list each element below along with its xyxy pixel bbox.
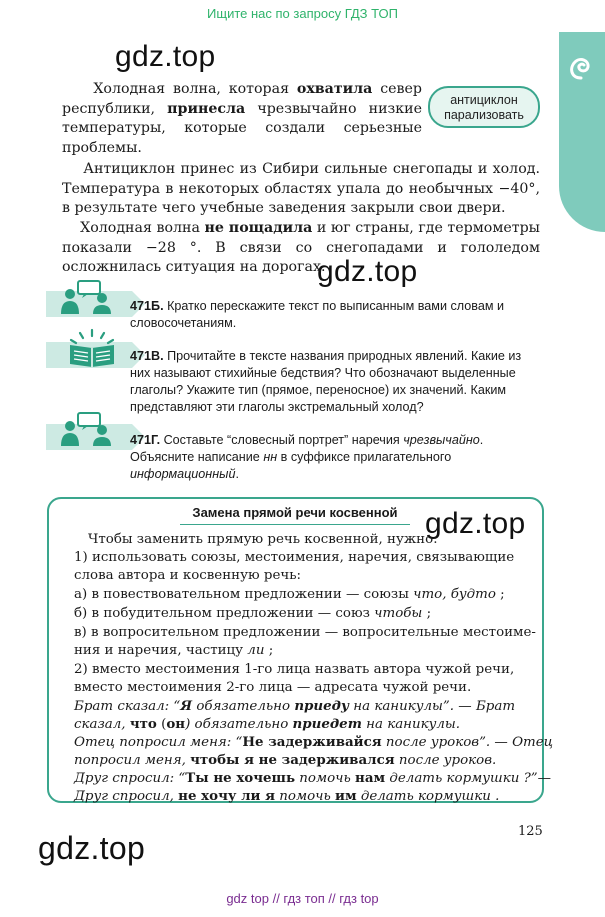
- task-number: 471Б.: [130, 299, 164, 313]
- dialogue-icon: [58, 412, 114, 448]
- swirl-icon: [565, 50, 597, 82]
- task-471g: 471Г. Составьте “словесный портрет” наречия чрезвычайно. Объясните написание нн в суффиксе прилагательного информационный.: [130, 433, 484, 481]
- rule-line: Чтобы заменить прямую речь косвенной, нужно:: [88, 532, 438, 547]
- footer-links[interactable]: gdz top // гдз топ // гдз top: [226, 891, 379, 906]
- rule-line: 2) вместо местоимения 1-го лица назвать автора чужой речи,: [74, 662, 515, 677]
- example-line: Отец попросил меня: “Не задерживайся после уроков”. — Отец: [74, 734, 554, 750]
- text-paragraph: Холодная волна, которая охватила север республики, принесла чрезвычайно низкие температуры, которые создали серьезные проблемы.: [62, 81, 422, 156]
- task-number: 471Г.: [130, 433, 161, 447]
- top-banner[interactable]: Ищите нас по запросу ГДЗ ТОП: [207, 6, 398, 21]
- example-line: попросил меня, чтобы я не задерживался после уроков.: [74, 752, 497, 768]
- rule-title-underline: [180, 524, 410, 525]
- vocab-word: парализовать: [444, 108, 524, 122]
- page-number: 125: [518, 824, 543, 839]
- example-line: Брат сказал: “Я обязательно приеду на каникулы”. — Брат: [74, 698, 516, 714]
- rule-line: слова автора и косвенную речь:: [74, 568, 302, 583]
- watermark: gdz.top: [115, 40, 216, 73]
- rule-line: 1) использовать союзы, местоимения, наречия, связывающие: [74, 550, 515, 565]
- text-paragraph: Антициклон принес из Сибири сильные снегопады и холод. Температура в некоторых областях упала до необычных −40°, в результате чего учебные заведения закрыли свои двери.: [62, 161, 540, 216]
- task-number: 471В.: [130, 349, 164, 363]
- dialogue-icon: [58, 280, 114, 316]
- watermark: gdz.top: [38, 830, 146, 866]
- rule-line: б) в побудительном предложении — союз чтобы ;: [74, 606, 432, 621]
- vocabulary-pill: [428, 86, 540, 128]
- rule-line: в) в вопросительном предложении — вопросительные местоиме-: [74, 625, 536, 640]
- highlighted-verb: не пощадила: [204, 220, 313, 236]
- rule-line: а) в повествовательном предложении — союзы что, будто ;: [74, 587, 505, 602]
- text-paragraph: Холодная волна не пощадила и юг страны, где термометры показали −28 °. В связи со снегопадами и гололедом осложнилась ситуация на дорогах.: [62, 220, 540, 275]
- watermark: gdz.top: [425, 507, 526, 540]
- example-line: сказал, что (он) обязательно приедет на каникулы.: [74, 716, 461, 732]
- rule-line: вместо местоимения 2-го лица — адресата чужой речи.: [74, 680, 472, 695]
- example-line: Друг спросил: “Ты не хочешь помочь нам делать кормушки ?”—: [74, 770, 552, 786]
- highlighted-verb: принесла: [167, 100, 246, 117]
- vocab-word: антициклон: [450, 93, 518, 107]
- example-line: Друг спросил, не хочу ли я помочь им делать кормушки .: [74, 788, 500, 804]
- task-471b: 471Б. Кратко перескажите текст по выписанным вами словам и словосочетаниям.: [130, 299, 505, 330]
- highlighted-verb: охватила: [296, 81, 373, 97]
- task-471v: 471В. Прочитайте в тексте названия природных явлений. Какие из них называют стихийные бедствия? Что обозначают выделенные глаголы? Укажите тип (прямое, переносное) их значений. Каким представляют эти глаголы экстремальный холод?: [130, 349, 522, 414]
- rule-title: Замена прямой речи косвенной: [192, 505, 398, 520]
- book-icon: [66, 328, 118, 368]
- rule-line: ния и наречия, частицу ли ;: [74, 643, 274, 658]
- watermark: gdz.top: [317, 255, 418, 288]
